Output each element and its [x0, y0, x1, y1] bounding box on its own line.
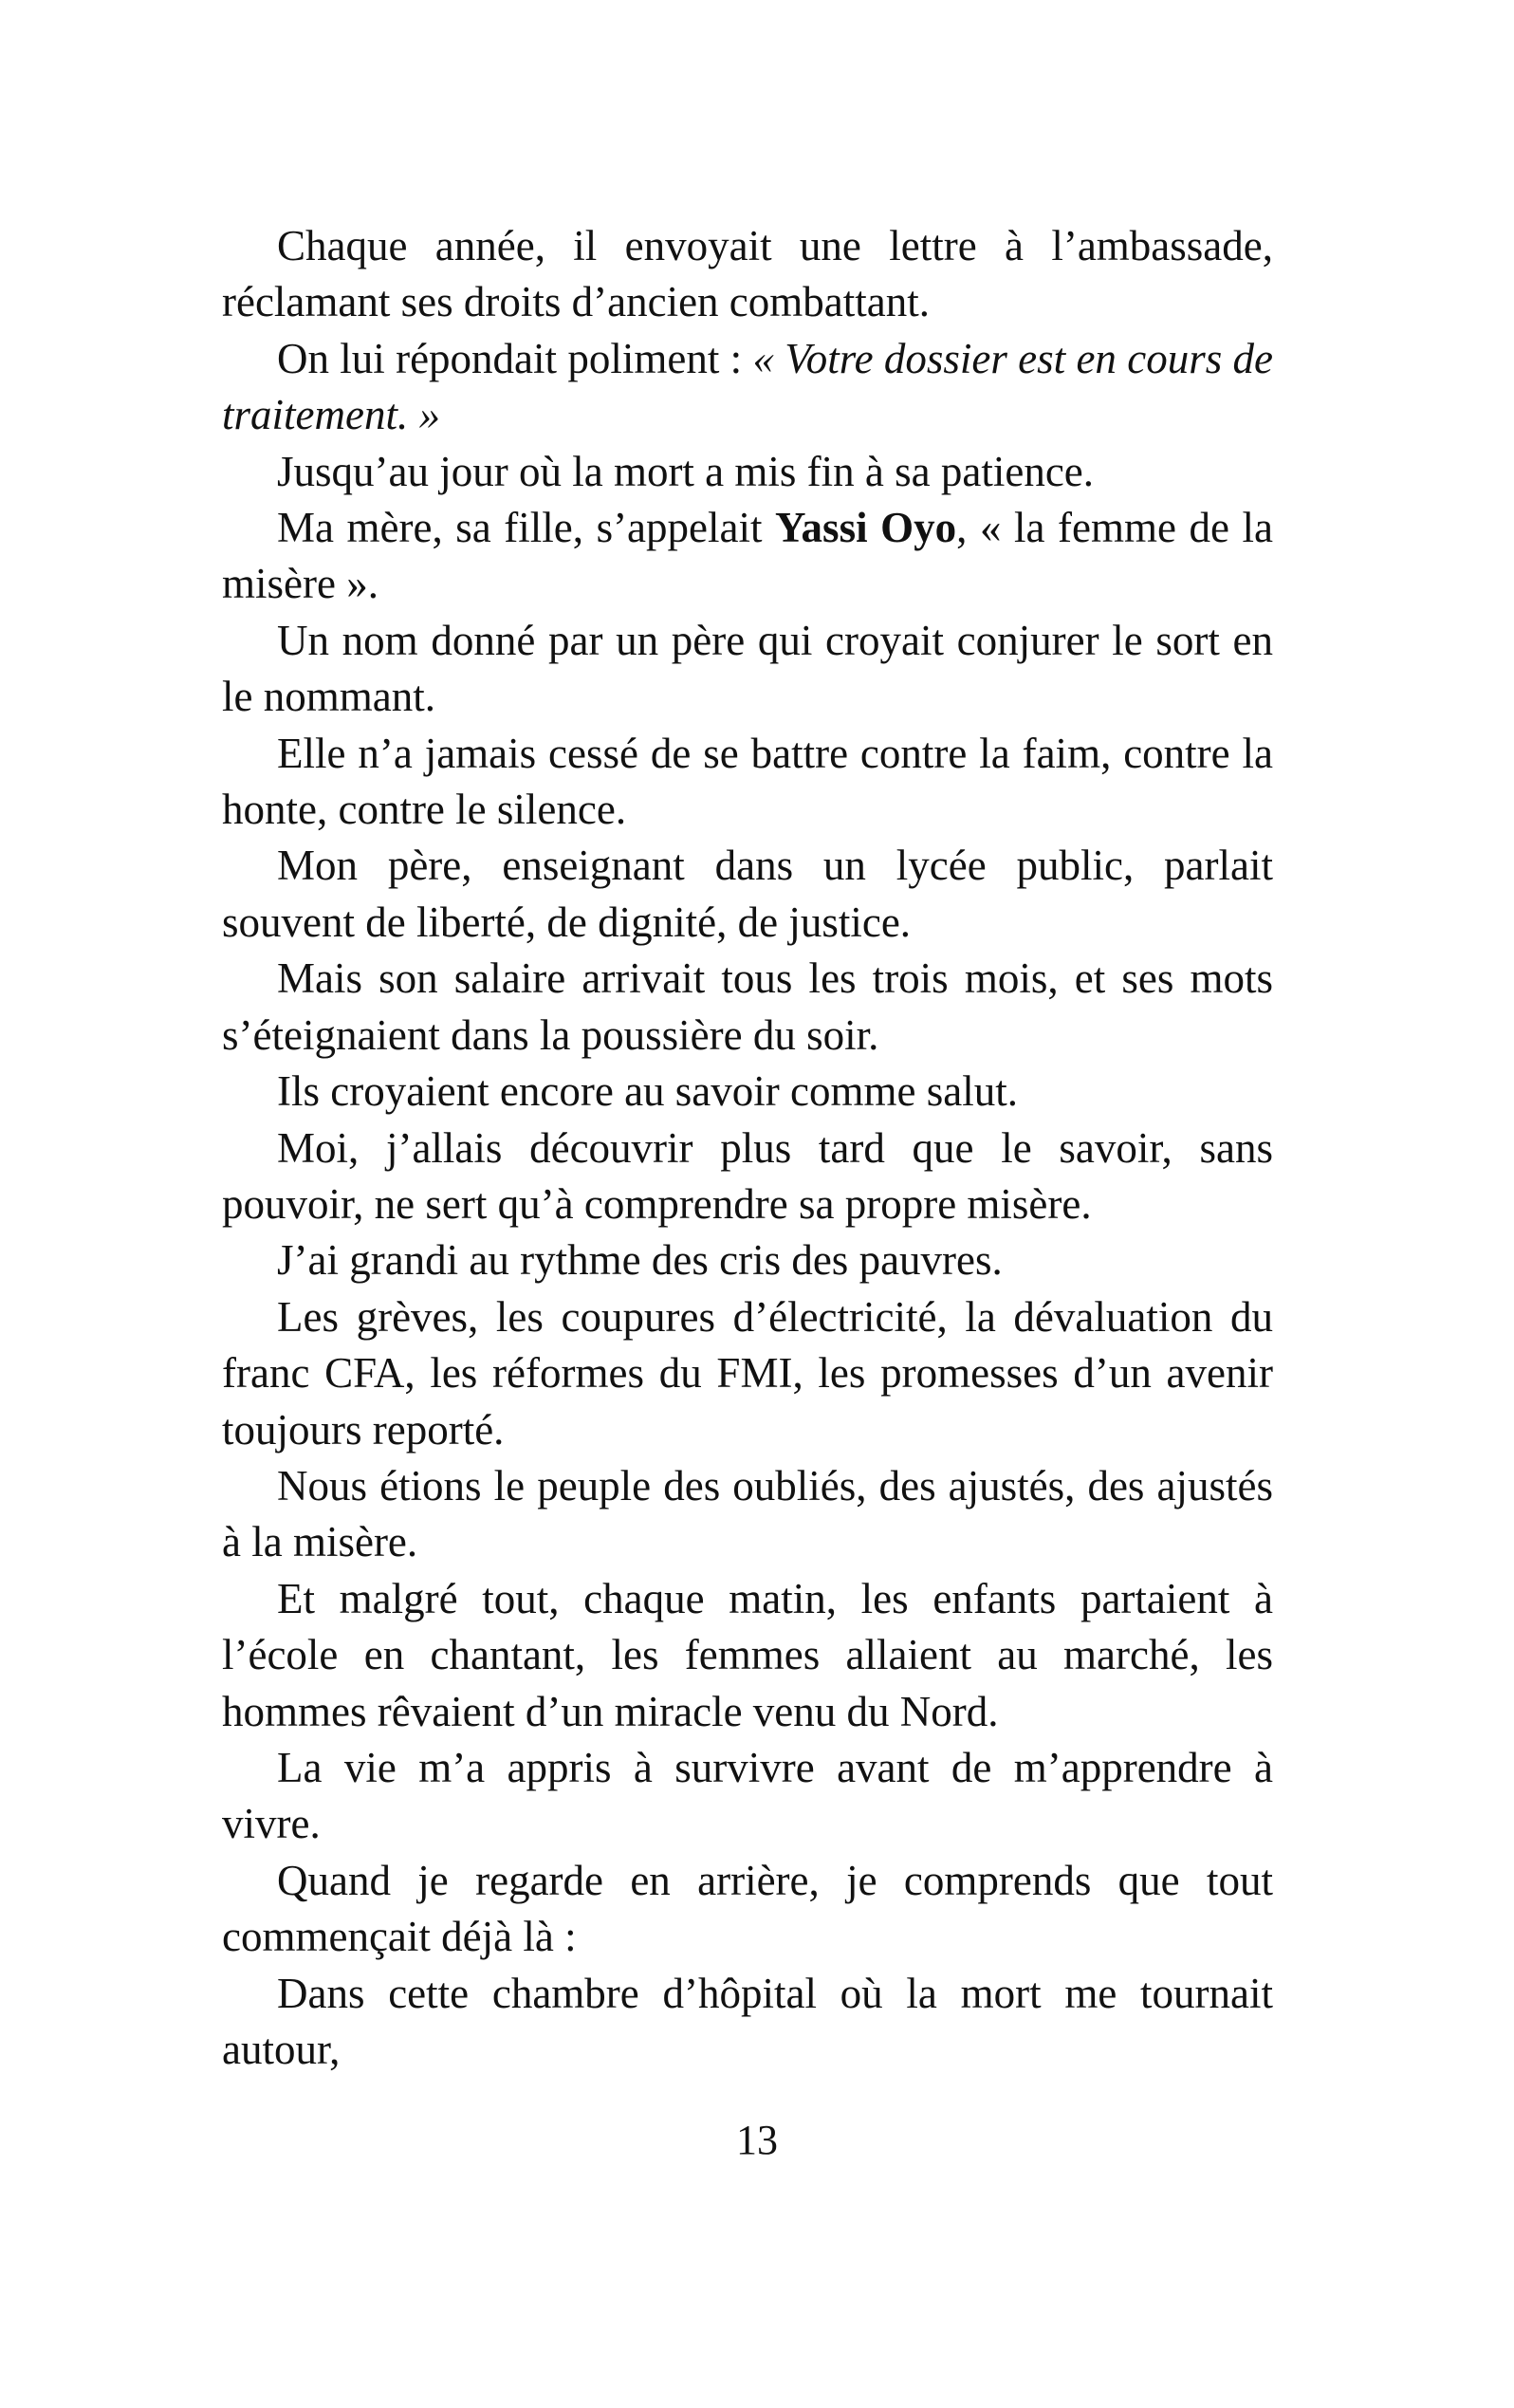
page-body — [222, 218, 1273, 2078]
paragraph-9 — [222, 1064, 1273, 1120]
paragraph-text: Dans cette chambre d’hôpital où la mort me tournait autour, — [222, 1969, 1273, 2073]
paragraph-5 — [222, 613, 1273, 726]
paragraph-text: La vie m’a appris à survivre avant de m’apprendre à vivre. — [222, 1743, 1273, 1848]
paragraph-text: Ils croyaient encore au savoir comme salut. — [277, 1067, 1018, 1116]
paragraph-14 — [222, 1571, 1273, 1740]
mother-name: Yassi Oyo — [775, 504, 957, 552]
paragraph-17 — [222, 1966, 1273, 2079]
paragraph-13 — [222, 1458, 1273, 1571]
paragraph-11 — [222, 1232, 1273, 1288]
paragraph-text: Moi, j’allais découvrir plus tard que le savoir, sans pouvoir, ne sert qu’à comprendre sa propre misère. — [222, 1123, 1273, 1228]
paragraph-text: , « la femme de la misère ». — [222, 504, 1273, 608]
paragraph-text: Nous étions le peuple des oubliés, des ajustés, des ajustés à la misère. — [222, 1461, 1273, 1566]
paragraph-text: Les grèves, les coupures d’électricité, la dévaluation du franc CFA, les réformes du FMI, les promesses d’un avenir toujours reporté. — [222, 1292, 1273, 1454]
paragraph-text: Quand je regarde en arrière, je comprends que tout commençait déjà là : — [222, 1856, 1273, 1961]
paragraph-7 — [222, 838, 1273, 951]
paragraph-2 — [222, 331, 1273, 444]
paragraph-text: Mais son salaire arrivait tous les trois mois, et ses mots s’éteignaient dans la poussière du soir. — [222, 954, 1273, 1059]
paragraph-text: Ma mère, sa fille, s’appelait — [277, 504, 776, 552]
paragraph-16 — [222, 1853, 1273, 1966]
paragraph-12 — [222, 1289, 1273, 1458]
paragraph-text: Jusqu’au jour où la mort a mis fin à sa patience. — [277, 447, 1095, 495]
paragraph-8 — [222, 951, 1273, 1064]
paragraph-3 — [222, 444, 1273, 500]
paragraph-text: J’ai grandi au rythme des cris des pauvres. — [277, 1236, 1003, 1285]
paragraph-6 — [222, 726, 1273, 839]
paragraph-4 — [222, 500, 1273, 613]
paragraph-1 — [222, 218, 1273, 331]
paragraph-15 — [222, 1740, 1273, 1853]
paragraph-text: Chaque année, il envoyait une lettre à l’ambassade, réclamant ses droits d’ancien combattant. — [222, 222, 1273, 326]
paragraph-10 — [222, 1121, 1273, 1233]
quoted-reply-text: « Votre dossier est en cours de traitement. » — [222, 334, 1273, 439]
paragraph-text: Un nom donné par un père qui croyait conjurer le sort en le nommant. — [222, 616, 1273, 721]
paragraph-text: On lui répondait poliment : — [277, 334, 753, 382]
paragraph-text: Mon père, enseignant dans un lycée public, parlait souvent de liberté, de dignité, de justice. — [222, 842, 1273, 946]
paragraph-text: Et malgré tout, chaque matin, les enfants partaient à l’école en chantant, les femmes allaient au marché, les hommes rêvaient d’un miracle venu du Nord. — [222, 1574, 1273, 1735]
page-number: 13 — [736, 2117, 778, 2163]
paragraph-text: Elle n’a jamais cessé de se battre contre la faim, contre la honte, contre le silence. — [222, 729, 1273, 834]
